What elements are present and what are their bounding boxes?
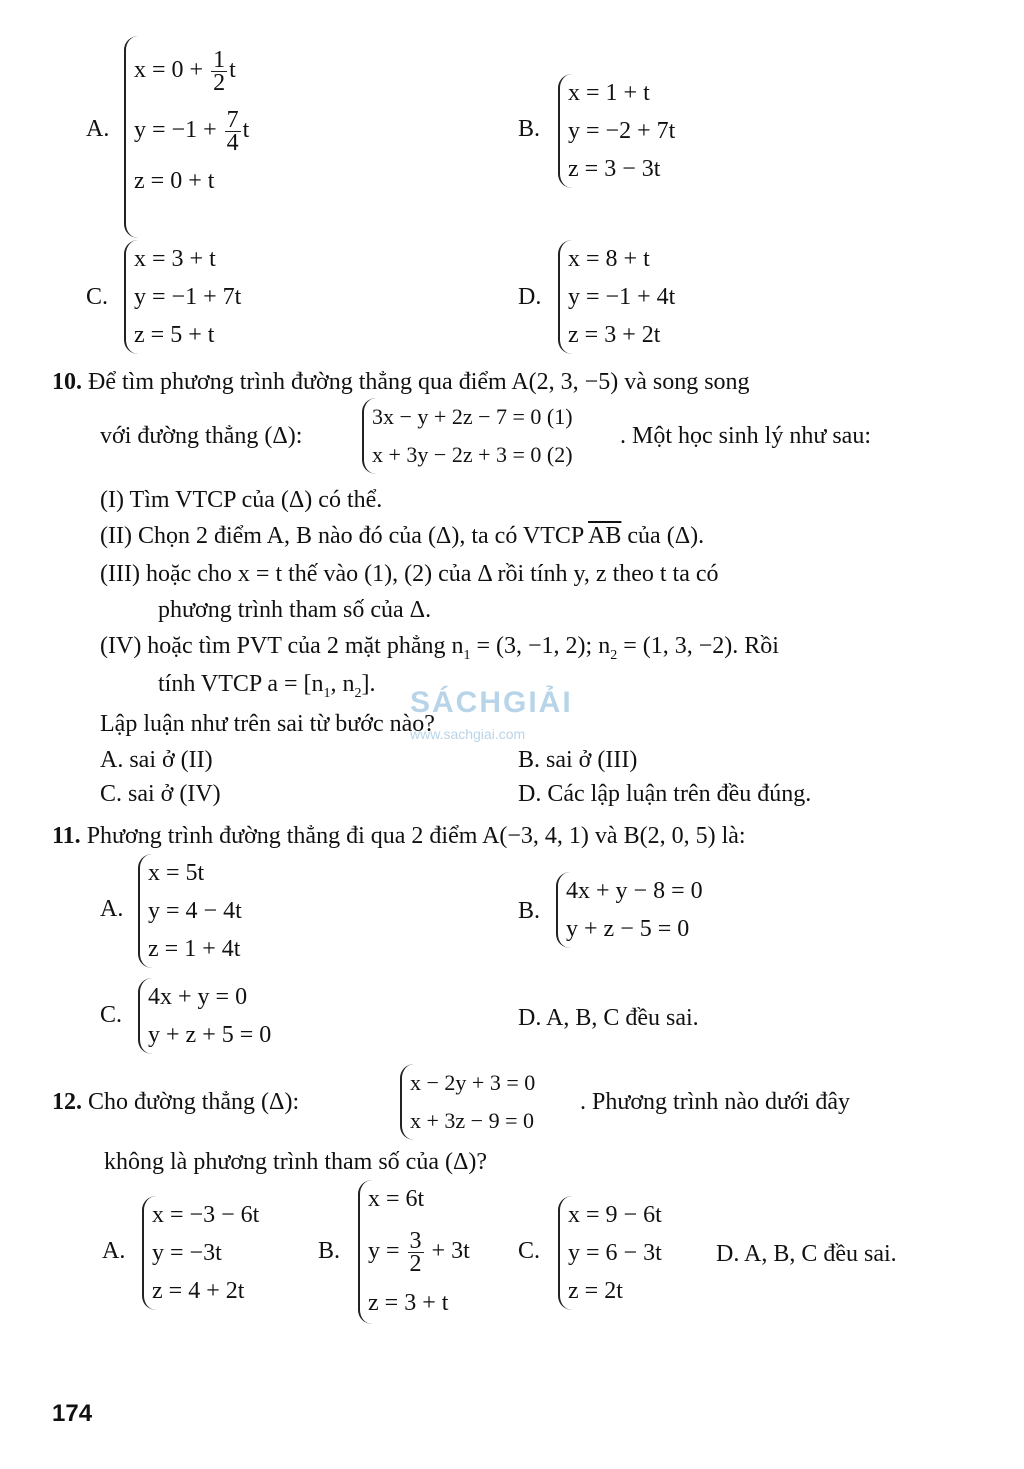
q10-line2-post: . Một học sinh lý như sau: bbox=[620, 423, 872, 449]
equation-line: z = 5 + t bbox=[134, 322, 215, 348]
q12-line-system bbox=[400, 1064, 535, 1140]
q10-option-d: D. Các lập luận trên đều đúng. bbox=[518, 781, 812, 807]
q10-step-4b: tính VTCP $a = [n_1$, $n_2$]. bbox=[158, 671, 376, 701]
equation-line: z = 0 + t bbox=[134, 168, 215, 194]
q12-line1-pre bbox=[52, 1084, 299, 1120]
q12-text-pre: Cho đường thẳng (Δ): bbox=[88, 1089, 300, 1115]
q10-option-b: B. sai ở (III) bbox=[518, 747, 638, 773]
q12-option-c-system bbox=[558, 1196, 662, 1310]
equation-line: y = $\frac{3}{2}$ + 3t bbox=[368, 1227, 470, 1277]
q10-line2-pre: với đường thẳng (Δ): bbox=[100, 423, 303, 449]
q10-step-1: (I) Tìm VTCP của (Δ) có thể. bbox=[100, 487, 383, 513]
q10-option-c: C. sai ở (IV) bbox=[100, 781, 221, 807]
equation-line: y = 6 − 3t bbox=[568, 1240, 662, 1266]
equation-line: y = −1 + 4t bbox=[568, 284, 676, 310]
q11-option-a-system bbox=[138, 854, 242, 968]
watermark-url: www.sachgiai.com bbox=[410, 726, 526, 742]
q9-option-d-system bbox=[558, 240, 675, 354]
q11-option-b-letter: B. bbox=[518, 898, 541, 924]
q11-option-a-letter: A. bbox=[100, 896, 124, 922]
fraction: $\frac{7}{4}$ bbox=[226, 106, 239, 156]
equation-line: z = 3 + t bbox=[368, 1290, 449, 1316]
q12-option-b-system bbox=[358, 1180, 470, 1324]
fraction: $\frac{3}{2}$ bbox=[409, 1227, 422, 1277]
equation-line: y + z − 5 = 0 bbox=[566, 916, 690, 942]
equation-line: 4x + y = 0 bbox=[148, 984, 248, 1010]
q12-option-a-letter: A. bbox=[102, 1238, 126, 1264]
equation-line: y = 4 − 4t bbox=[148, 898, 242, 924]
q10-step-2: (II) Chọn 2 điểm A, B nào đó của (Δ), ta có VTCP $\overline{AB}$ của (Δ). bbox=[100, 523, 705, 549]
equation-line: x = 9 − 6t bbox=[568, 1202, 662, 1228]
equation-line: x = 8 + t bbox=[568, 246, 650, 272]
q11-text: Phương trình đường thẳng đi qua 2 điểm A(−3, 4, 1) và B(2, 0, 5) là: bbox=[86, 823, 746, 849]
q9-option-a-letter: A. bbox=[86, 116, 110, 142]
equation-line: x = 6t bbox=[368, 1186, 425, 1212]
q10-line1 bbox=[52, 364, 750, 400]
q10-option-a: A. sai ở (II) bbox=[100, 747, 213, 773]
q11-option-d: D. A, B, C đều sai. bbox=[518, 1005, 699, 1031]
equation-line: z = 1 + 4t bbox=[148, 936, 241, 962]
q9-option-c-system bbox=[124, 240, 241, 354]
equation-line: x = 3 + t bbox=[134, 246, 216, 272]
equation-line: 4x + y − 8 = 0 bbox=[566, 878, 703, 904]
q12-number: 12. bbox=[52, 1089, 82, 1115]
q11-line1 bbox=[52, 818, 746, 854]
q12-line2: không là phương trình tham số của (Δ)? bbox=[104, 1149, 488, 1175]
q9-option-b-letter: B. bbox=[518, 116, 541, 142]
equation-line: 3x − y + 2z − 7 = 0 (1) bbox=[372, 404, 573, 429]
watermark-brand: SÁCHGIẢI bbox=[410, 686, 573, 719]
equation-line: x = 5t bbox=[148, 860, 205, 886]
q9-option-a-system bbox=[124, 36, 249, 238]
q11-option-c-system bbox=[138, 978, 271, 1054]
equation-line: x + 3z − 9 = 0 bbox=[410, 1108, 534, 1133]
equation-line: y = −2 + 7t bbox=[568, 118, 676, 144]
q9-option-b-system bbox=[558, 74, 675, 188]
page-number: 174 bbox=[52, 1400, 93, 1427]
equation-line: z = 3 − 3t bbox=[568, 156, 661, 182]
vector-ab: $\overline{AB}$ bbox=[588, 523, 622, 549]
q11-number: 11. bbox=[52, 823, 81, 849]
q10-line-system bbox=[362, 398, 573, 474]
q12-option-d: D. A, B, C đều sai. bbox=[716, 1241, 897, 1267]
equation-line: x − 2y + 3 = 0 bbox=[410, 1070, 536, 1095]
q10-number: 10. bbox=[52, 369, 82, 395]
q9-option-c-letter: C. bbox=[86, 284, 109, 310]
equation-line: z = 2t bbox=[568, 1278, 623, 1304]
q12-option-c-letter: C. bbox=[518, 1238, 541, 1264]
equation-line: x = −3 − 6t bbox=[152, 1202, 260, 1228]
equation-line: z = 3 + 2t bbox=[568, 322, 661, 348]
q12-line1-post: . Phương trình nào dưới đây bbox=[580, 1089, 851, 1115]
equation-line: y = −1 + $\frac{7}{4}$ t bbox=[134, 106, 250, 156]
q11-option-b-system bbox=[556, 872, 703, 948]
equation-line: y = −3t bbox=[152, 1240, 222, 1266]
equation-line: y + z + 5 = 0 bbox=[148, 1022, 272, 1048]
equation-line: x = 0 + $\frac{1}{2}$ t bbox=[134, 46, 236, 96]
q12-option-b-letter: B. bbox=[318, 1238, 341, 1264]
q11-option-c-letter: C. bbox=[100, 1002, 123, 1028]
equation-line: x = 1 + t bbox=[568, 80, 650, 106]
fraction: $\frac{1}{2}$ bbox=[213, 46, 226, 96]
q12-option-a-system bbox=[142, 1196, 259, 1310]
equation-line: x + 3y − 2z + 3 = 0 (2) bbox=[372, 442, 573, 467]
q10-step-4a: (IV) hoặc tìm PVT của 2 mặt phẳng $n_1 = (3$, −1, 2); $n_2 = (1$, 3, −2). Rồi bbox=[100, 633, 779, 663]
watermark bbox=[410, 686, 573, 742]
q9-option-d-letter: D. bbox=[518, 284, 542, 310]
q10-question: Lập luận như trên sai từ bước nào? bbox=[100, 711, 435, 737]
equation-line: y = −1 + 7t bbox=[134, 284, 242, 310]
q10-step-3b: phương trình tham số của Δ. bbox=[158, 597, 432, 623]
q10-step-3a: (III) hoặc cho x = t thế vào (1), (2) của Δ rồi tính y, z theo t ta có bbox=[100, 561, 719, 587]
q10-text: Để tìm phương trình đường thẳng qua điểm A(2, 3, −5) và song song bbox=[88, 369, 750, 395]
equation-line: z = 4 + 2t bbox=[152, 1278, 245, 1304]
